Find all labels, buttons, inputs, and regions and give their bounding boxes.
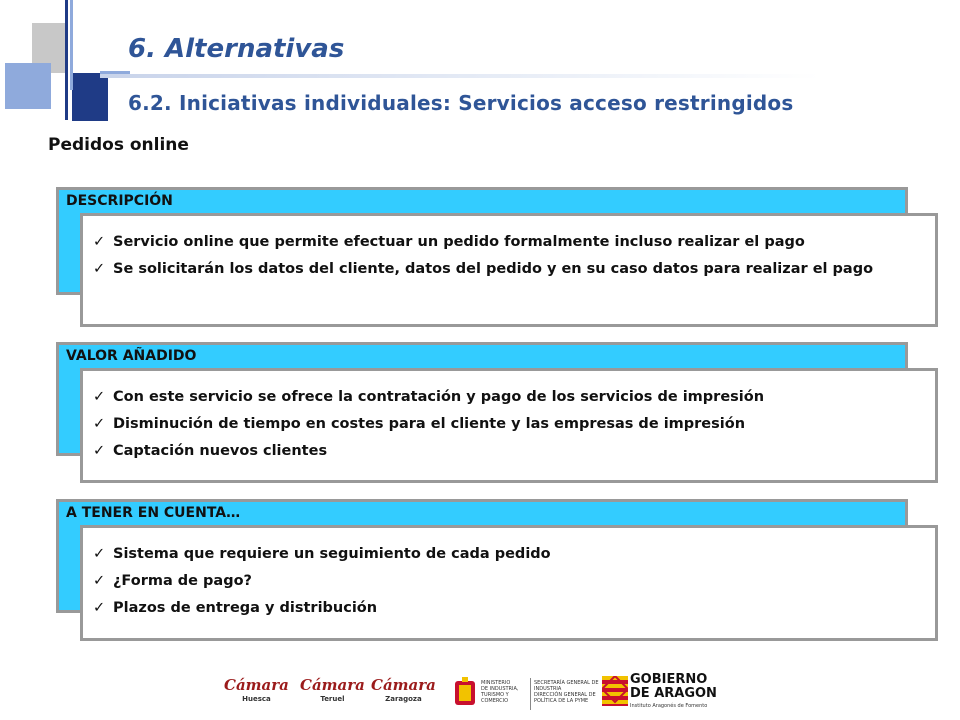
ministry-line: DE INDUSTRIA, — [481, 686, 519, 692]
list-item-text: Plazos de entrega y distribución — [113, 600, 378, 616]
coat-of-arms-icon — [452, 677, 478, 711]
list-item-text: Captación nuevos clientes — [113, 443, 328, 459]
logo-camara-teruel — [300, 676, 365, 703]
list-item-text: Sistema que requiere un seguimiento de cada pedido — [113, 546, 551, 562]
checkmark-icon: ✓ — [93, 234, 106, 250]
checkmark-icon: ✓ — [93, 443, 106, 459]
section-a-tener-en-cuenta — [56, 499, 952, 641]
gobierno-title — [630, 673, 717, 701]
deco-square-navy — [72, 73, 108, 121]
section-label: VALOR AÑADIDO — [66, 348, 197, 364]
list-item — [93, 387, 925, 408]
ministry-text — [481, 680, 519, 704]
ministry-line: TURISMO Y — [481, 692, 509, 698]
bullet-list — [93, 544, 925, 619]
logo-camara-name: Cámara — [300, 676, 365, 694]
title-underline — [100, 74, 820, 78]
list-item-text: Disminución de tiempo en costes para el cliente y las empresas de impresión — [113, 416, 746, 432]
bullet-list — [93, 232, 925, 280]
ministry-divider — [530, 678, 531, 710]
checkmark-icon: ✓ — [93, 600, 106, 616]
deco-vertical-rule — [65, 0, 68, 120]
list-item-text: Servicio online que permite efectuar un pedido formalmente incluso realizar el pago — [113, 234, 805, 250]
section-label: DESCRIPCIÓN — [66, 193, 173, 209]
logo-camara-huesca — [224, 676, 289, 703]
logo-camara-name: Cámara — [224, 676, 289, 694]
logo-camara-city: Huesca — [242, 695, 271, 703]
section-label: A TENER EN CUENTA… — [66, 505, 241, 521]
page-subtitle: 6.2. Iniciativas individuales: Servicios acceso restringidos — [128, 91, 794, 115]
section-descripcion — [56, 187, 952, 329]
checkmark-icon: ✓ — [93, 389, 106, 405]
aragon-flag-icon — [602, 676, 628, 706]
list-item — [93, 571, 925, 592]
checkmark-icon: ✓ — [93, 261, 106, 277]
list-item-text: ¿Forma de pago? — [113, 573, 252, 589]
logo-camara-city: Teruel — [320, 695, 345, 703]
secretaria-line: INDUSTRIA — [534, 686, 562, 692]
list-item — [93, 441, 925, 462]
checkmark-icon: ✓ — [93, 416, 106, 432]
secretaria-line: SECRETARÍA GENERAL DE — [534, 680, 599, 686]
deco-square-blue — [5, 63, 51, 109]
list-item — [93, 414, 925, 435]
bullet-list — [93, 387, 925, 462]
list-item-text: Con este servicio se ofrece la contratación y pago de los servicios de impresión — [113, 389, 765, 405]
list-item — [93, 598, 925, 619]
secretaria-line: POLÍTICA DE LA PYME — [534, 698, 589, 704]
gobierno-subtitle: Instituto Aragonés de Fomento — [630, 703, 708, 709]
logo-camara-name: Cámara — [371, 676, 436, 694]
corner-decoration — [0, 0, 130, 125]
section-content-box — [80, 368, 938, 483]
list-item-text: Se solicitarán los datos del cliente, datos del pedido y en su caso datos para realizar el pago — [113, 261, 874, 277]
page-title: 6. Alternativas — [128, 34, 345, 64]
logo-camara-zaragoza — [371, 676, 436, 703]
deco-vertical-rule-2 — [70, 0, 73, 90]
secretaria-line: DIRECCIÓN GENERAL DE — [534, 692, 596, 698]
logo-gobierno-aragon — [600, 672, 717, 716]
gobierno-title-line: DE ARAGON — [630, 686, 717, 701]
section-content-box — [80, 213, 938, 327]
ministry-line: MINISTERIO — [481, 680, 511, 686]
secretaria-text — [534, 680, 599, 704]
section-valor-anadido — [56, 342, 952, 484]
section-content-box — [80, 525, 938, 641]
logo-camara-city: Zaragoza — [385, 695, 422, 703]
section-heading: Pedidos online — [48, 135, 189, 155]
checkmark-icon: ✓ — [93, 573, 106, 589]
ministry-line: COMERCIO — [481, 698, 509, 704]
list-item — [93, 232, 925, 253]
checkmark-icon: ✓ — [93, 546, 106, 562]
list-item — [93, 544, 925, 565]
list-item — [93, 259, 925, 280]
logo-ministerio — [450, 674, 599, 714]
gobierno-title-line: GOBIERNO — [630, 672, 708, 687]
